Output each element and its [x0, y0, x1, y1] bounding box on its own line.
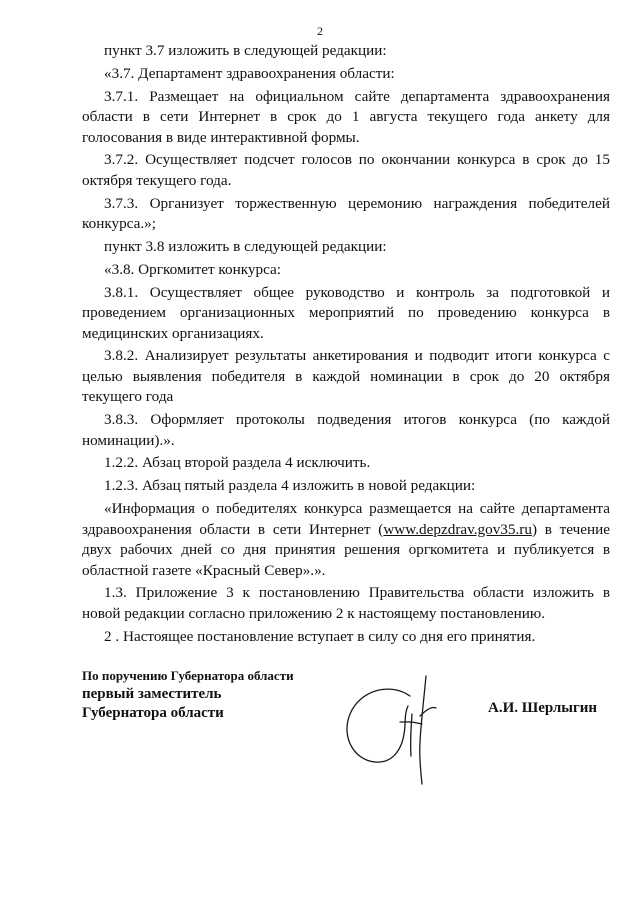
paragraph: «3.7. Департамент здравоохранения области: — [104, 64, 395, 82]
signer-name: А.И. Шерлыгин — [488, 700, 598, 716]
paragraph: 3.7.3. Организует торжественную церемонию награждения победителей конкурса.»; — [82, 194, 610, 233]
signatory-line: По поручению Губернатора области — [82, 668, 294, 683]
paragraph: 3.8.1. Осуществляет общее руководство и контроль за подготовкой и проведением организационных мероприятий по проведению конкурса в медицинских организациях. — [82, 283, 610, 342]
info-text-after: ) в течение двух рабочих дней со дня принятия решения оргкомитета и публикуется в областной газете «Красный Север».». — [82, 520, 611, 579]
paragraph: 3.7.2. Осуществляет подсчет голосов по окончании конкурса в срок до 15 октября текущего года. — [82, 151, 610, 189]
paragraph: 3.8.2. Анализирует результаты анкетирования и подводит итоги конкурса с целью выявления победителя в каждой номинации в срок до 20 октября текущего года — [82, 347, 610, 406]
paragraph: пункт 3.8 изложить в следующей редакции: — [104, 237, 387, 255]
document-body — [82, 41, 610, 649]
paragraph: 3.8.3. Оформляет протоколы подведения итогов конкурса (по каждой номинации).». — [82, 411, 610, 449]
paragraph: 2 . Настоящее постановление вступает в силу со дня его принятия. — [104, 627, 536, 645]
paragraph: 1.2.2. Абзац второй раздела 4 исключить. — [104, 454, 371, 472]
signatory-line: первый заместитель — [82, 686, 222, 702]
signatory-line: Губернатора области — [82, 705, 224, 721]
paragraph: «3.8. Оргкомитет конкурса: — [104, 260, 281, 278]
info-text-before: «Информация о победителях конкурса размещается на сайте департамента здравоохранения области в сети Интернет ( — [82, 500, 610, 538]
paragraph: 1.3. Приложение 3 к постановлению Правительства области изложить в новой редакции согласно приложению 2 к настоящему постановлению. — [82, 584, 610, 622]
paragraph: 1.2.3. Абзац пятый раздела 4 изложить в новой редакции: — [104, 477, 476, 495]
info-paragraph — [82, 499, 610, 581]
signatory-title — [82, 667, 294, 723]
handwritten-signature — [338, 668, 458, 786]
paragraph: 3.7.1. Размещает на официальном сайте департамента здравоохранения области в сети Интернет в срок до 1 августа текущего года анкету для голосования в виде интерактивной формы. — [82, 87, 610, 146]
page-number: 2 — [317, 24, 323, 38]
website-link[interactable]: www.depzdrav.gov35.ru — [383, 520, 532, 538]
paragraph: пункт 3.7 изложить в следующей редакции: — [104, 42, 387, 59]
